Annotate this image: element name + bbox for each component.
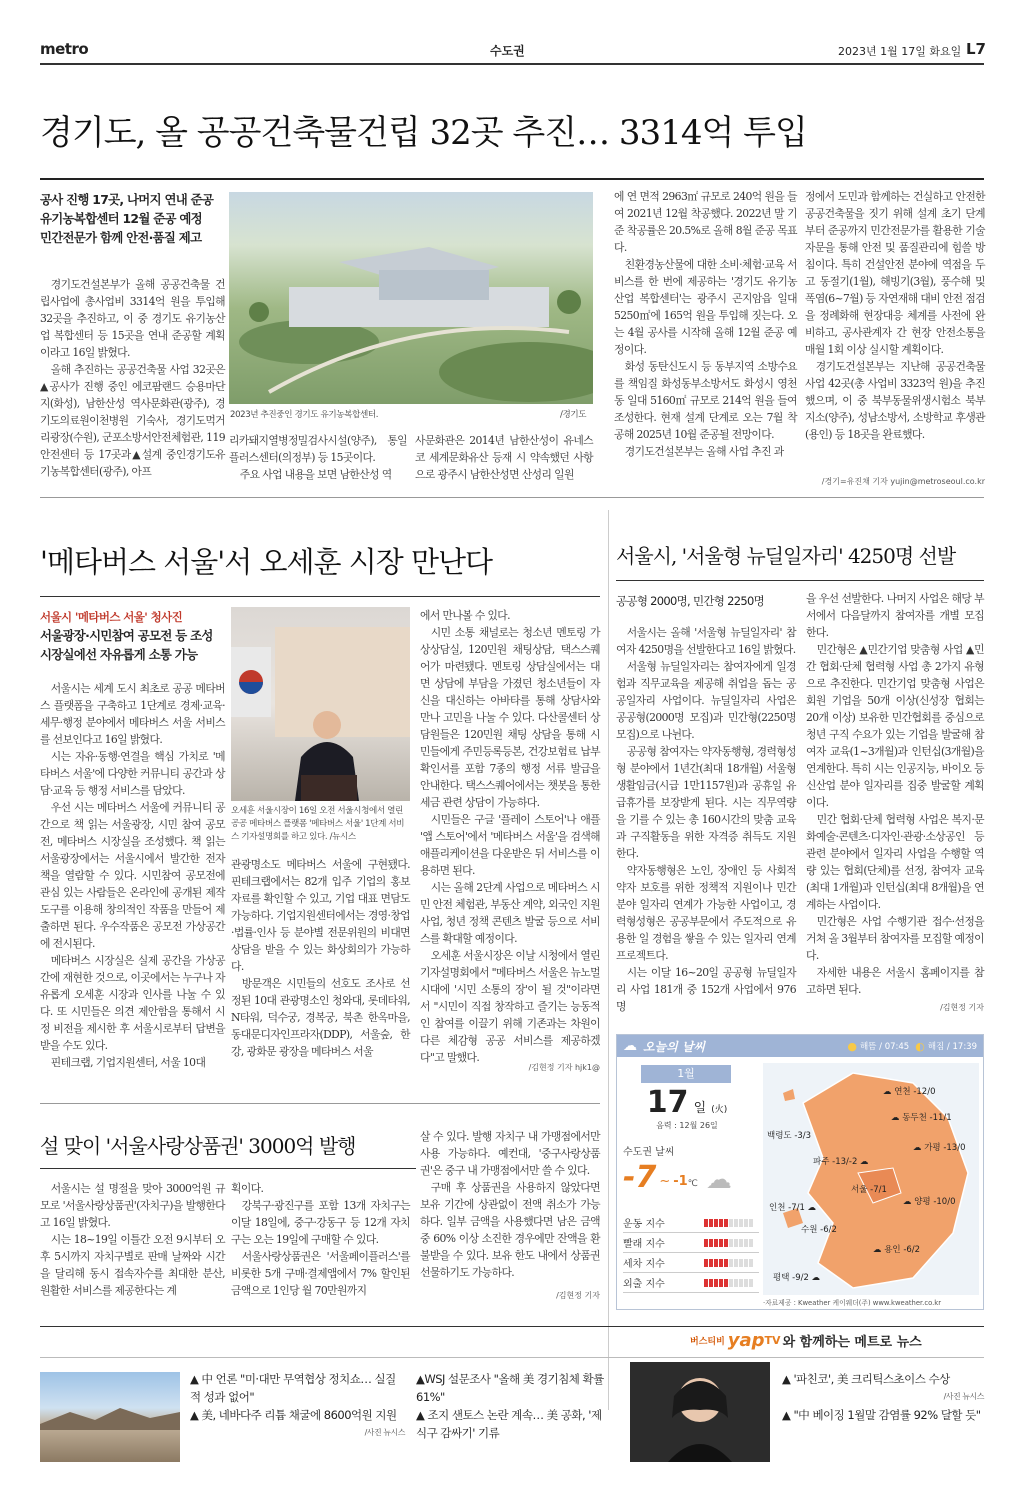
city-paju: 파주 -13/-2 ☁	[813, 1157, 869, 1167]
photo-credit: /사진 뉴시스	[364, 1428, 405, 1437]
article2-col2	[231, 856, 410, 1060]
article2-photo	[231, 607, 410, 801]
index-bar-segment	[749, 1239, 753, 1247]
article1-col5	[805, 188, 985, 443]
newsbar-photo-1	[40, 1372, 180, 1462]
index-bar-segment	[729, 1279, 733, 1287]
paragraph: 살 수 있다. 발행 자치구 내 가맹점에서만 사용 가능하다. 예컨대, '중구사랑상품권'은 중구 내 가맹점에서만 쓸 수 있다.	[420, 1130, 600, 1177]
newsbar-top-rule	[40, 1326, 984, 1327]
subhead: 서울광장·시민참여 공모전 등 조성	[40, 628, 213, 643]
city-seoul: 서울 -7/1	[851, 1185, 887, 1195]
paragraph: 경기도건설본부는 올해 사업 추진 과	[624, 445, 784, 458]
article3-col1	[616, 624, 796, 1015]
newsbar-col3	[782, 1370, 984, 1424]
paragraph: 사문화관은 2014년 남한산성이 유네스코 세계문화유산 등재 시 약속했던 사항으로 광주시 남한산성면 산성리 일원	[415, 434, 593, 481]
article1-col4	[614, 188, 797, 460]
paragraph: 시는 이달 16~20일 공공형 뉴딜일자리 사업 181개 중 152개 사업에서 976명	[616, 966, 796, 1013]
news-item[interactable]: ▲ 조지 샌토스 논란 계속… 美 공화, '제식구 감싸기' 기류	[416, 1408, 602, 1440]
newsbar-col1	[190, 1370, 405, 1442]
weather-title: 오늘의 날씨	[643, 1039, 706, 1054]
mayor-podium-photo	[231, 607, 410, 801]
paragraph: 공공형 참여자는 약자동행형, 경력형성형 분야에서 1년간(최대 18개월) 서울형 생활임금(시급 1만1157원)과 공휴일 유급휴가를 보장받게 된다. 시는 직무역량을 기를 수 있는 총 160시간의 맞춤 교육과 구직활동을 위한 자격증 취득도 지원한다.	[616, 745, 796, 860]
sunset-time: 해짐 / 17:39	[927, 1042, 977, 1052]
moon-icon: ◐	[915, 1039, 925, 1053]
actress-photo	[630, 1362, 770, 1462]
weather-date-panel	[623, 1065, 751, 1195]
desert-landscape	[40, 1372, 180, 1462]
kicker: 서울시 '메타버스 서울' 청사진	[40, 610, 183, 624]
paragraph: 정에서 도민과 함께하는 건실하고 안전한 공공건축물을 짓기 위해 설계 초기 단계부터 준공까지 민간전문가를 활용한 기술 자문을 통해 안전 및 품질관리에 힘쓸 방침이다. 특히 건설안전 분야에 역점을 두고 동절기(1월), 해빙기(3월), 풍수해 및 폭염(6~7월) 등 자연재해 대비 안전 점검을 정례화해 현장대응 체계를 사전에 완비하고, 공사관계자 간 현장 안전소통을 매월 1회 이상 실시할 계획이다.	[805, 190, 985, 356]
caption-text: 오세훈 서울시장이 16일 오전 서울시청에서 열린 공공 메타버스 플랫폼 '메타버스 서울' 1단계 서비스 기자설명회를 하고 있다.	[231, 806, 405, 842]
newsbar-prefix: 버스티비	[690, 1337, 725, 1347]
article3-top-rule	[616, 580, 984, 581]
article1-photo-credit: /경기도	[560, 410, 587, 420]
article2-top-rule	[40, 596, 600, 597]
index-bars	[704, 1239, 753, 1247]
index-bar-segment	[704, 1219, 708, 1227]
paragraph: 에 연 면적 2963㎡ 규모로 240억 원을 들여 2021년 12월 착공했다. 2022년 말 기준 착공률은 20.5%로 올해 8월 준공 목표다.	[614, 190, 797, 254]
news-item[interactable]: ▲ 美, 네바다주 리튬 채굴에 8600억원 지원	[190, 1408, 397, 1422]
index-bar-segment	[744, 1239, 748, 1247]
paragraph: 친환경농산물에 대한 소비·체험·교육 서비스를 한 번에 제공하는 '경기도 유기농산업 복합센터'는 광주시 곤지암읍 일대 5250㎡에 165억 원을 투입해 짓는다. 오는 4월 공사를 시작해 올해 12월 준공 예정이다.	[614, 258, 797, 356]
sunrise-time: 해뜸 / 07:45	[860, 1042, 910, 1052]
paragraph: 화성 동탄신도시 등 동부지역 소방수요를 책임질 화성동부소방서도 화성시 영천동 일대 5160㎡ 규모로 214억 원을 들여 조성한다. 현재 설계 단계로 오는 7월 착공해 2025년 10월 준공될 전망이다.	[614, 360, 797, 441]
article1-col1	[40, 276, 225, 480]
index-bars	[704, 1219, 753, 1227]
paragraph: 서울시는 올해 '서울형 뉴딜일자리' 참여자 4250명을 선발한다고 16일 밝혔다.	[616, 626, 796, 656]
yap-logo: yap	[727, 1330, 765, 1351]
weather-box	[616, 1034, 984, 1310]
index-bars	[704, 1259, 753, 1267]
index-bar-segment	[739, 1279, 743, 1287]
index-label: 세차 지수	[623, 1259, 665, 1270]
article1-col3	[415, 432, 593, 483]
weekday: (火)	[711, 1105, 728, 1115]
city-dongducheon: ☁ 동두천 -11/1	[891, 1113, 952, 1123]
article2-caption	[231, 805, 410, 844]
paragraph: 서울사랑상품권은 '서울페이플러스'를 비롯한 5개 구매·결제앱에서 7% 할인된 금액으로 1인당 월 70만원까지	[231, 1250, 410, 1297]
index-bar-segment	[744, 1279, 748, 1287]
region-label: 수도권 날씨	[623, 1147, 675, 1158]
paragraph: 강북구·광진구를 포함 13개 자치구는 이달 18일에, 중구·강동구 등 12개 자치구는 오는 19일에 구매할 수 있다.	[231, 1199, 410, 1246]
index-bar-segment	[749, 1219, 753, 1227]
paragraph: 핀테크랩, 기업지원센터, 서울 10대	[50, 1056, 206, 1069]
index-bar-segment	[724, 1259, 728, 1267]
index-bar-segment	[734, 1239, 738, 1247]
subhead: 시장실에선 자유롭게 소통 가능	[40, 647, 198, 662]
temp-unit: ℃	[687, 1179, 698, 1189]
article2-col1	[40, 680, 225, 1071]
article1-byline: /경기=유진채 기자 yujin@metroseoul.co.kr	[821, 477, 985, 486]
article1-col2	[229, 432, 407, 483]
article1-top-rule	[40, 178, 984, 180]
newsbar-col2	[416, 1370, 612, 1442]
cloud-icon: ☁	[623, 1038, 637, 1054]
article2-col3	[420, 607, 600, 1066]
paragraph: 시는 자유·동행·연결을 핵심 가치로 '메타버스 서울'에 다양한 커뮤니티 공간과 상담·교육 등 행정 서비스를 담았다.	[40, 750, 225, 797]
index-bar-segment	[749, 1259, 753, 1267]
index-bar-segment	[714, 1219, 718, 1227]
cloudy-sun-icon: ☁	[705, 1165, 732, 1195]
index-bar-segment	[709, 1279, 713, 1287]
index-bar-segment	[724, 1239, 728, 1247]
article4-top-rule	[40, 1103, 600, 1104]
index-bar-segment	[709, 1259, 713, 1267]
paragraph: 올해 추진하는 공공건축물 사업 32곳은 ▲공사가 진행 중인 에코팜랜드 승용마단지(화성), 남한산성 역사문화관(광주), 경기도의료원이천병원 기숙사, 경기도먹거리광장(수원), 군포소방서안전체험관, 119안전센터 등 17곳과▲설계 중인경기도유기농복합센터(광주), 아프	[40, 363, 225, 478]
index-bar-segment	[739, 1239, 743, 1247]
article2-byline: /김현정 기자 hjk1@	[528, 1063, 600, 1072]
weather-map	[763, 1063, 979, 1295]
index-bar-segment	[739, 1219, 743, 1227]
paragraph: 메타버스 시장실은 실제 공간을 가상공간에 재현한 것으로, 이곳에서는 누구나 자유롭게 오세훈 시장과 인사를 나눌 수 있다. 또 시민들은 의견 제안함을 통해서 시정 비전을 제시한 후 서울시로부터 답변을 받을 수도 있다.	[40, 954, 225, 1052]
weather-source: ·자료제공 : Kweather 케이웨더(주) www.kweather.co.kr	[763, 1299, 942, 1307]
article4-byline: /김현정 기자	[556, 1291, 600, 1300]
index-label: 빨래 지수	[623, 1239, 665, 1250]
index-bar-segment	[729, 1219, 733, 1227]
city-yangpyeong: ☁ 양평 -10/0	[903, 1197, 956, 1207]
paragraph: 구매 후 상품권을 사용하지 않았다면 보유 기간에 상관없이 전액 취소가 가능하다. 일부 금액을 사용했다면 남은 금액 중 60% 이상 소진한 경우에만 잔액을 환불받을 수 있다. 보유 한도 내에서 상품권 선물하기도 가능하다.	[420, 1181, 600, 1279]
paragraph: 민간형은 사업 수행기관 접수·선정을 거쳐 올 3월부터 참여자를 모집할 예정이다.	[806, 915, 984, 962]
article1-caption: 2023년 추진중인 경기도 유기농복합센터.	[230, 410, 379, 420]
column-divider	[608, 510, 609, 1410]
high-temp: -1	[673, 1174, 688, 1189]
paragraph: 우선 시는 메타버스 서울에 커뮤니티 공간으로 책 읽는 서울광장, 시민 참여 공모전, 메타버스 시장실을 조성했다. 책 읽는 서울광장에서는 서울시에서 발간한 전자책을 열람할 수 있다. 시민참여 공모전에 관심 있는 사람들은 온라인에 공개된 제작도구를 이용해 창의적인 작품을 만들어 제출하면 된다. 우수작품은 공모전 가상공간에 전시된다.	[40, 801, 225, 950]
city-incheon: 인천 -7/1 ☁	[769, 1203, 817, 1213]
day-unit: 일	[693, 1101, 707, 1116]
paragraph: 서울시는 설 명절을 맞아 3000억원 규모로 '서울사랑상품권'(자치구)을 발행한다고 16일 밝혔다.	[40, 1182, 225, 1229]
paragraph: 시민들은 구글 '플레이 스토어'나 애플 '앱 스토어'에서 '메타버스 서울'을 검색해 애플리케이션을 다운받은 뒤 서비스를 이용하면 된다.	[420, 813, 600, 877]
index-label: 외출 지수	[623, 1279, 665, 1290]
weather-indices	[623, 1213, 759, 1293]
index-bar-segment	[739, 1259, 743, 1267]
article3-col2	[806, 590, 984, 998]
paragraph: 약자동행형은 노인, 장애인 등 사회적 약자 보호를 위한 정책적 지원이나 민간분야 일자리 연계가 가능한 사업이고, 경력형성형은 공공부문에서 주도적으로 유용한 일 경험을 쌓을 수 있는 일자리 연계 프로젝트다.	[616, 864, 796, 962]
index-bar-segment	[714, 1279, 718, 1287]
day-number: 17	[646, 1085, 689, 1120]
city-yeoncheon: ☁ 연천 -12/0	[883, 1087, 936, 1097]
index-bar-segment	[709, 1239, 713, 1247]
city-suwon: 수원 -6/2	[801, 1225, 837, 1235]
index-bar-segment	[714, 1239, 718, 1247]
paragraph: 방문객은 시민들의 선호도 조사로 선정된 10대 관광명소인 청와대, 롯데타워, N타워, 덕수궁, 경복궁, 북촌 한옥마을, 동대문디자인프라자(DDP), 서울숲, 한강, 광화문 광장을 메타버스 서울	[231, 977, 410, 1058]
photo-credit: /사진 뉴시스	[943, 1392, 984, 1401]
index-bar-segment	[729, 1259, 733, 1267]
masthead-logo: metro	[40, 40, 89, 58]
article3-headline: 서울시, '서울형 뉴딜일자리' 4250명 선발	[616, 544, 956, 568]
newsbar-title-text: 와 함께하는 메트로 뉴스	[782, 1335, 922, 1350]
index-bar-segment	[729, 1239, 733, 1247]
paragraph: 민간형은 ▲민간기업 맞춤형 사업 ▲민간 협회·단체 협력형 사업 총 2가지 유형으로 추진한다. 민간기업 맞춤형 사업은 회원 기업을 50개 이상(신성장 협회는 20개 이상) 보유한 민간협회를 중심으로 청년 구직 수요가 있는 기업을 발굴해 참여자 교육(1~3개월)과 인턴십(3개월)을 연계한다. 특히 시는 인공지능, 바이오 등 신산업 분야 일자리를 집중 발굴할 계획이다.	[806, 643, 984, 809]
index-bar-segment	[704, 1259, 708, 1267]
article2-subheads	[40, 608, 225, 664]
paragraph: 자세한 내용은 서울시 홈페이지를 참고하면 된다.	[806, 966, 984, 996]
day-display	[623, 1085, 751, 1120]
newsbar-photo-2	[630, 1362, 770, 1462]
index-bar-segment	[724, 1219, 728, 1227]
index-bar-segment	[719, 1259, 723, 1267]
paragraph: 민간 협회·단체 협력형 사업은 복지·문화예술·콘텐츠·디자인·관광·소상공인 등 관련 분야에서 일자리 사업을 수행할 역량 있는 협회(단체)를 선정, 참여자 교육(최대 1개월)과 인턴십(최대 8개월)을 연계하는 사업이다.	[806, 813, 984, 911]
article4-col3	[420, 1128, 600, 1281]
organic-center-rendering	[229, 192, 593, 404]
index-bar-segment	[744, 1219, 748, 1227]
index-bar-segment	[704, 1279, 708, 1287]
news-item[interactable]: ▲ "中 베이징 1월말 감염률 92% 달할 듯"	[782, 1408, 981, 1422]
index-bar-segment	[744, 1259, 748, 1267]
news-item[interactable]: ▲WSJ 설문조사 "올해 美 경기침체 확률 61%"	[416, 1372, 604, 1404]
paragraph: 경기도건설본부가 올해 공공건축물 건립사업에 총사업비 3314억 원을 투입해 32곳을 추진하고, 이 중 경기도 유기농산업 복합센터 등 15곳을 연내 준공할 계획이라고 16일 밝혔다.	[40, 278, 225, 359]
article1-headline: 경기도, 올 공공건축물건립 32곳 추진… 3314억 투입	[40, 113, 807, 153]
subhead: 유기농복합센터 12월 준공 예정	[40, 211, 202, 226]
paragraph: 시민 소통 채널로는 청소년 멘토링 가상상담실, 120민원 채팅상담, 택스스퀘어가 마련됐다. 멘토링 상담실에서는 대면 상담에 부담을 가졌던 청소년들이 자신을 대신하는 아바타를 통해 상담사와 만나 고민을 나눌 수 있다. 다산콜센터 상담원들은 120민원 채팅 상담을 통해 시민들에게 주민등록등본, 건강보험료 납부확인서를 포함 7종의 행정 서류 발급을 안내한다. 택스스퀘어에서는 챗봇을 통한 세금 관련 상담이 가능하다.	[420, 626, 600, 809]
article4-col2	[231, 1180, 410, 1299]
gyeonggi-map	[763, 1063, 979, 1295]
newsbar-title	[690, 1330, 922, 1351]
paragraph: 을 우선 선발한다. 나머지 사업은 해당 부서에서 다음달까지 참여자를 개별 모집한다.	[806, 592, 984, 639]
article1-bottom-rule	[40, 497, 984, 498]
paragraph: 에서 만나볼 수 있다.	[420, 609, 510, 622]
article4-head-rule	[40, 1168, 416, 1169]
index-row	[623, 1233, 759, 1253]
city-yongin: ☁ 용인 -6/2	[873, 1245, 921, 1255]
index-bar-segment	[734, 1279, 738, 1287]
index-bar-segment	[734, 1219, 738, 1227]
index-bar-segment	[734, 1259, 738, 1267]
index-row	[623, 1213, 759, 1233]
page-number: L7	[966, 40, 986, 58]
paragraph: 주요 사업 내용을 보면 남한산성 역	[239, 468, 392, 481]
tv-label: TV	[764, 1334, 781, 1347]
article2-headline: '메타버스 서울'서 오세훈 시장 만난다	[40, 545, 493, 579]
article3-subhead: 공공형 2000명, 민간형 2250명	[616, 594, 765, 608]
sun-icon: ●	[847, 1039, 858, 1053]
paragraph: 경기도건설본부는 지난해 공공건축물 사업 42곳(총 사업비 3323억 원)을 추진했으며, 이 중 북부동물위생시험소 북부지소(양주), 성남소방서, 소방학교 후생관(용인) 등 18곳을 완료했다.	[805, 360, 985, 441]
index-label: 운동 지수	[623, 1219, 665, 1230]
article1-photo	[229, 192, 593, 404]
index-row	[623, 1253, 759, 1273]
weather-header	[617, 1035, 983, 1057]
index-bar-segment	[704, 1239, 708, 1247]
index-bar-segment	[724, 1279, 728, 1287]
index-row	[623, 1273, 759, 1293]
index-bars	[704, 1279, 753, 1287]
paragraph: 시는 올해 2단계 사업으로 메타버스 시민 안전 체험관, 부동산 계약, 외국인 지원사업, 청년 정책 콘텐츠 발굴 등으로 서비스를 확대할 예정이다.	[420, 881, 600, 945]
city-gapyeong: ☁ 가평 -13/0	[913, 1143, 966, 1153]
photo-credit: /뉴시스	[329, 832, 356, 842]
low-temp: -7	[623, 1160, 657, 1195]
temperature-display: -7 ~ -1 ℃ ☁	[623, 1160, 732, 1195]
paragraph: 시는 18~19일 이틀간 오전 9시부터 오후 5시까지 자치구별로 판매 날짜와 시간을 달리해 동시 접속자수를 최대한 분산, 원활한 서비스를 제공한다는 계	[40, 1233, 225, 1297]
paragraph: 획이다.	[231, 1182, 264, 1195]
lunar-date: 음력 : 12월 26일	[656, 1121, 718, 1130]
paragraph: 서울시는 세계 도시 최초로 공공 메타버스 플랫폼을 구축하고 1단계로 경제·교육·세무·행정 분야에서 메타버스 서울 서비스를 선보인다고 16일 밝혔다.	[40, 682, 225, 746]
index-bar-segment	[714, 1259, 718, 1267]
subhead: 공사 진행 17곳, 나머지 연내 준공	[40, 192, 214, 207]
city-baengnyeong: 백령도 -3/3	[767, 1131, 812, 1141]
article1-subheads	[40, 190, 225, 247]
index-bar-segment	[749, 1279, 753, 1287]
paragraph: 서울형 뉴딜일자리는 참여자에게 일경험과 직무교육을 제공해 취업을 돕는 공공일자리 사업이다. 뉴딜일자리 사업은 공공형(2000명 모집)과 민간형(2250명 모집)으로 나뉜다.	[616, 660, 796, 741]
month-badge: 1월	[641, 1065, 731, 1083]
section-name: 수도권	[490, 44, 525, 58]
article3-byline: /김현정 기자	[940, 1003, 984, 1012]
paragraph: 오세훈 서울시장은 이날 시청에서 열린 기자설명회에서 "메타버스 서울은 뉴노멀 시대에 '시민 소통의 장'이 될 것"이라면서 "시민이 직접 창작하고 즐기는 능동적인 참여를 이끌기 위해 기존과는 차원이 다른 체감형 공공 서비스를 제공하겠다"고 말했다.	[420, 949, 600, 1064]
index-bar-segment	[709, 1219, 713, 1227]
subhead: 민간전문가 함께 안전·품질 제고	[40, 230, 202, 245]
issue-date: 2023년 1월 17일 화요일	[838, 45, 962, 58]
article4-col1	[40, 1180, 225, 1299]
paragraph: 관광명소도 메타버스 서울에 구현됐다. 핀테크랩에서는 82개 입주 기업의 홍보 자료를 확인할 수 있고, 기업 대표 면담도 가능하다. 기업지원센터에서는 경영·창업·법률·인사 등 분야별 전문위원의 비대면 상담을 받을 수 있는 화상회의가 가능하다.	[231, 858, 410, 973]
news-item[interactable]: ▲ 中 언론 "미·대만 무역협상 정치쇼… 실질적 성과 없어"	[190, 1372, 396, 1404]
header-rule	[40, 63, 984, 65]
news-item[interactable]: ▲ '파친코', 美 크리틱스초이스 수상	[782, 1372, 950, 1386]
index-bar-segment	[719, 1239, 723, 1247]
index-bar-segment	[719, 1219, 723, 1227]
newsbar-divider	[40, 1357, 984, 1358]
city-pyeongtaek: 평택 -9/2 ☁	[773, 1273, 821, 1283]
index-bar-segment	[719, 1279, 723, 1287]
paragraph: 리카돼지열병정밀검사시설(양주), 통일플러스센터(의정부) 등 15곳이다.	[229, 434, 407, 464]
article4-headline: 설 맞이 '서울사랑상품권' 3000억 발행	[40, 1134, 356, 1158]
